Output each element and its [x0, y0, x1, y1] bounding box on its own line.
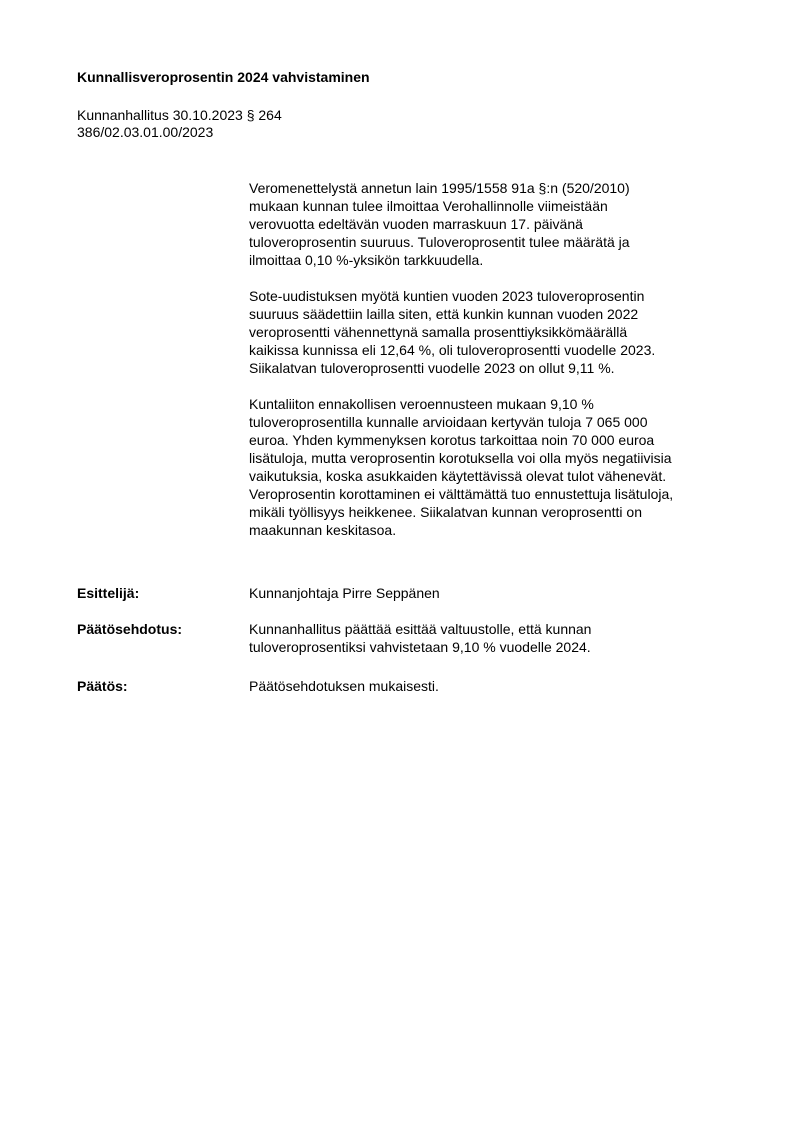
document-title: Kunnallisveroprosentin 2024 vahvistaminen: [77, 69, 370, 85]
text-line: mikäli työllisyys heikkenee. Siikalatvan kunnan veroprosentti on: [249, 504, 642, 520]
text-line: Siikalatvan tuloveroprosentti vuodelle 2023 on ollut 9,11 %.: [249, 360, 615, 376]
text-line: kaikissa kunnissa eli 12,64 %, oli tuloveroprosentti vuodelle 2023.: [249, 342, 656, 358]
reference-number: 386/02.03.01.00/2023: [77, 124, 214, 140]
presenter-label: Esittelijä:: [77, 585, 140, 601]
paragraph-2: [249, 287, 749, 377]
text-line: tuloveroprosentin suuruus. Tuloveroprosentit tulee määrätä ja: [249, 234, 630, 250]
text-line: Kunnanhallitus päättää esittää valtuustolle, että kunnan: [249, 621, 592, 637]
text-line: mukaan kunnan tulee ilmoittaa Verohallinnolle viimeistään: [249, 198, 608, 214]
text-line: Kunnanjohtaja Pirre Seppänen: [249, 585, 440, 601]
text-line: Veroprosentin korottaminen ei välttämättä tuo ennustettuja lisätuloja,: [249, 486, 674, 502]
text-line: Kuntaliiton ennakollisen veroennusteen mukaan 9,10 %: [249, 396, 594, 412]
text-line: suuruus säädettiin lailla siten, että kunkin kunnan vuoden 2022: [249, 306, 639, 322]
text-line: verovuotta edeltävän vuoden marraskuun 17. päivänä: [249, 216, 583, 232]
proposal-value: [249, 620, 749, 656]
text-line: tuloveroprosentilla kunnalle arvioidaan kertyvän tuloja 7 065 000: [249, 414, 648, 430]
decision-value: [249, 677, 749, 695]
body-text: [249, 179, 749, 557]
meeting-line: Kunnanhallitus 30.10.2023 § 264: [77, 107, 282, 123]
text-line: lisätuloja, mutta veroprosentin korotuksella voi olla myös negatiivisia: [249, 450, 672, 466]
text-line: euroa. Yhden kymmenyksen korotus tarkoittaa noin 70 000 euroa: [249, 432, 655, 448]
text-line: maakunnan keskitasoa.: [249, 522, 397, 538]
paragraph-1: [249, 179, 749, 269]
text-line: vaikutuksia, koska asukkaiden käytettävissä olevat tulot vähenevät.: [249, 468, 667, 484]
text-line: ilmoittaa 0,10 %-yksikön tarkkuudella.: [249, 252, 484, 268]
text-line: Päätösehdotuksen mukaisesti.: [249, 678, 439, 694]
proposal-label: Päätösehdotus:: [77, 621, 183, 637]
decision-label: Päätös:: [77, 678, 128, 694]
meeting-info: [77, 107, 282, 141]
text-line: veroprosentti vähennettynä samalla prosenttiyksikkömäärällä: [249, 324, 628, 340]
presenter-value: [249, 584, 749, 602]
text-line: Veromenettelystä annetun lain 1995/1558 91a §:n (520/2010): [249, 180, 630, 196]
text-line: Sote-uudistuksen myötä kuntien vuoden 2023 tuloveroprosentin: [249, 288, 645, 304]
paragraph-3: [249, 395, 749, 539]
text-line: tuloveroprosentiksi vahvistetaan 9,10 % vuodelle 2024.: [249, 639, 591, 655]
